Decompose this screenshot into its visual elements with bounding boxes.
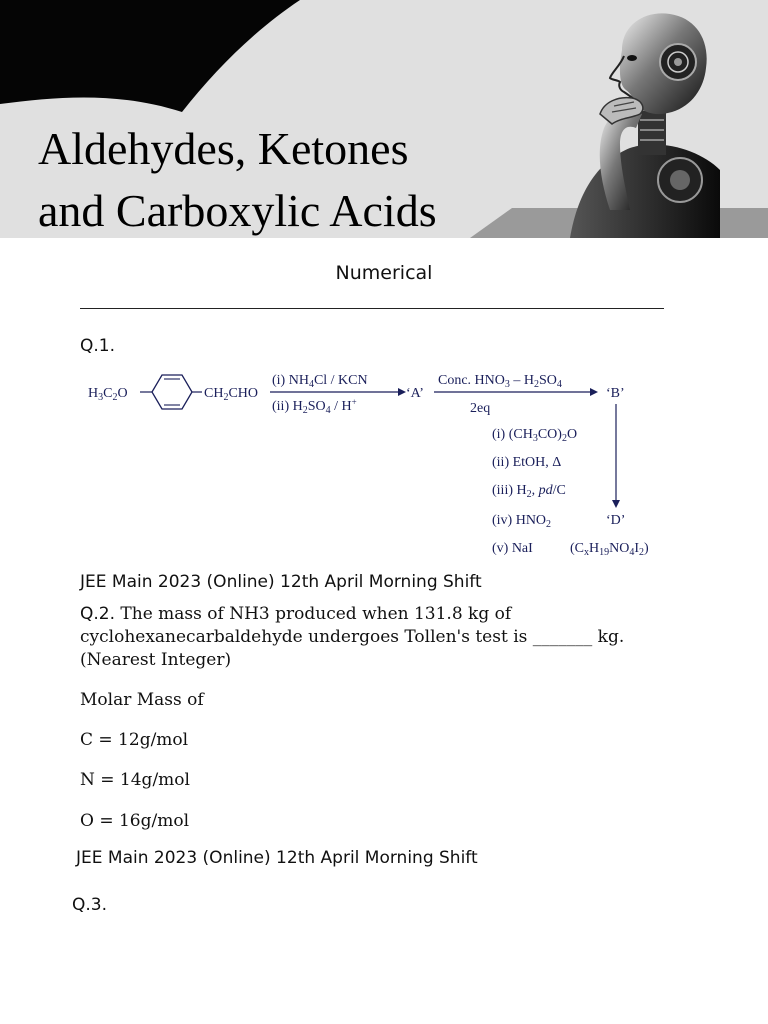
molar-mass-o: O = 16g/mol [80, 811, 190, 831]
reaction-scheme [78, 362, 678, 562]
question-1-source: JEE Main 2023 (Online) 12th April Morning Shift [80, 572, 482, 592]
step3-reagent-2: (ii) EtOH, Δ [492, 455, 562, 470]
molar-mass-c: C = 12g/mol [80, 730, 189, 750]
molar-mass-heading: Molar Mass of [80, 690, 204, 710]
robot-thinking-icon [560, 10, 720, 238]
step3-reagent-4: (iv) $HNO_2$ [492, 513, 552, 530]
benzene-ring [152, 375, 192, 409]
step2-reagent-top: Conc. $HNO_3 - H_2SO_4$ [438, 373, 562, 390]
step3-reagent-1: (i) $(CH_3CO)_2O$ [492, 427, 578, 444]
reactant-left: $H_3C_2O$ [88, 386, 128, 403]
molar-mass-n: N = 14g/mol [80, 770, 190, 790]
question-2-label: Q.2. [80, 604, 116, 624]
question-2-source: JEE Main 2023 (Online) 12th April Morning Shift [76, 848, 478, 868]
product-a: ‘A’ [406, 386, 424, 401]
step1-reagent-bottom: (ii) $H_2SO_4 / H^+$ [272, 397, 357, 416]
product-d: ‘D’ [606, 513, 626, 528]
step1-reagent-top: (i) $NH_4Cl$ / KCN [272, 373, 368, 390]
divider [80, 308, 664, 309]
header-banner [0, 0, 768, 238]
question-2 [80, 603, 680, 672]
title-line-1: Aldehydes, Ketones [38, 123, 409, 174]
step2-reagent-bottom: 2eq [470, 401, 491, 416]
reactant-right: $CH_2CHO$ [204, 386, 259, 403]
step3-reagent-3: (iii) $H_2$, pd/C [492, 483, 566, 500]
page-title [38, 118, 437, 238]
section-heading: Numerical [335, 262, 433, 284]
question-3-label: Q.3. [72, 895, 108, 915]
question-2-text: The mass of NH3 produced when 131.8 kg of cyclohexanecarbaldehyde undergoes Tollen's test is _______ kg. (Nearest Integer) [80, 604, 625, 670]
step3-reagent-5: (v) NaI [492, 541, 533, 556]
title-line-2: and Carboxylic Acids [38, 185, 437, 236]
product-d-formula: $(C_xH_{19}NO_4I_2)$ [570, 541, 649, 558]
question-1-label: Q.1. [80, 336, 116, 356]
product-b: ‘B’ [606, 386, 625, 401]
